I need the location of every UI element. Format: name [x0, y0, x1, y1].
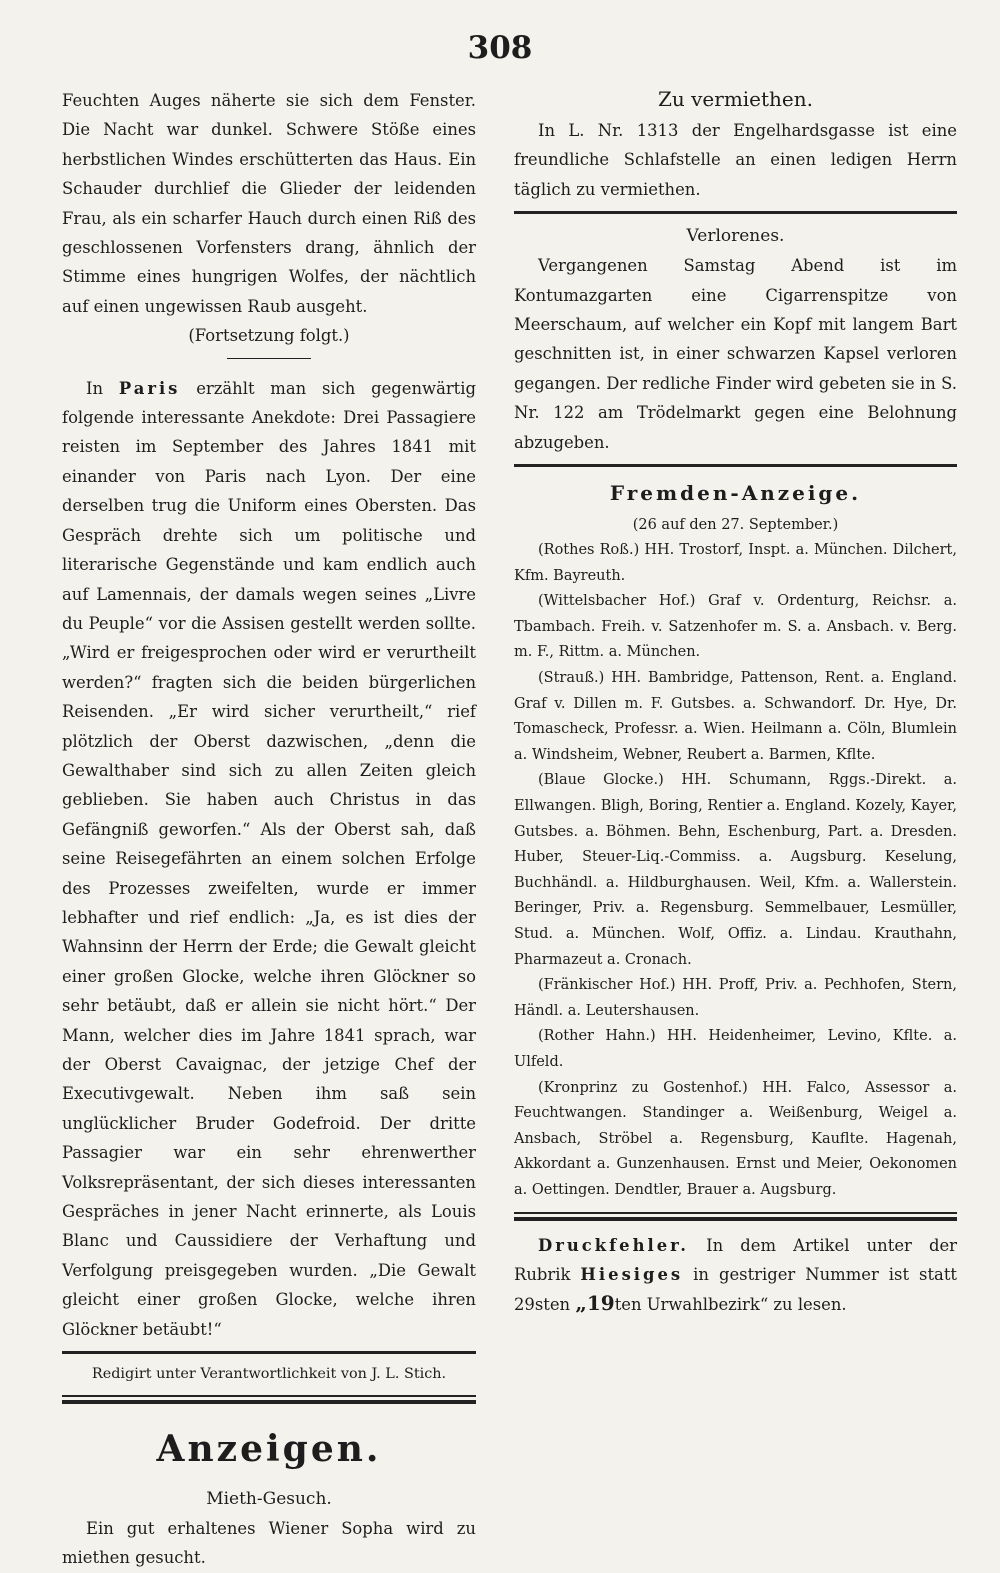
lost-divider: [514, 464, 957, 467]
lost-heading: Verlorenes.: [686, 226, 785, 247]
credit-rule: [62, 1351, 476, 1354]
left-column: [62, 86, 476, 1573]
erratum-divider: [514, 1212, 957, 1221]
strangers-entry: (Rother Hahn.) HH. Heidenheimer, Levino, Kflte. a. Ulfeld.: [514, 1028, 957, 1070]
strangers-entry: (Kronprinz zu Gostenhof.) HH. Falco, Assessor a. Feuchtwangen. Standinger a. Weißenburg, Weigel a. Ansbach, Ströbel a. Regensburg, Kaufltе. Hagenah, Akkordant a. Gunzenhausen. Ernst und Meier, Oekonomen a. Oettingen. Dendtler, Brauer a. Augsburg.: [514, 1079, 957, 1198]
strangers-entry: (Wittelsbacher Hof.) Graf v. Ordenturg, Reichsr. a. Tbambach. Freih. v. Satzenhofer m. S. a. Ansbach. v. Berg. m. F., Rittm. a. München.: [514, 593, 957, 661]
erratum-text-2: in gestriger Nummer ist statt 29sten: [514, 1264, 957, 1315]
anecdote-article: [62, 374, 476, 1344]
editor-credit: Redigirt unter Verantwortlichkeit von J. L. Stich.: [91, 1366, 447, 1383]
ads-heading: Anzeigen.: [156, 1428, 382, 1471]
story-ending: Feuchten Auges näherte sie sich dem Fenster. Die Nacht war dunkel. Schwere Stöße eines herbstlichen Windes erschütterten das Haus. Ein Schauder durchlief die Glieder der leidenden Frau, als ein scharfer Hauch durch einen Riß des geschlossenen Vorfensters drang, ähnlich der Stimme eines hungrigen Wolfes, der nächtlich auf einen ungewissen Raub ausgeht.: [62, 91, 476, 316]
right-column: [514, 86, 957, 1320]
erratum-notice: [514, 1231, 957, 1320]
strangers-entry: (Rothes Roß.) HH. Trostorf, Inspt. a. München. Dilchert, Kfm. Bayreuth.: [514, 542, 957, 584]
strangers-entry: (Blaue Glocke.) HH. Schumann, Rggs.-Direkt. a. Ellwangen. Bligh, Boring, Rentier a. England. Kozely, Kayer, Gutsbes. a. Böhmen. Behn, Eschenburg, Part. a. Dresden. Huber, Steuer-Liq.-Commiss. a. Augsburg. Keselung, Buchhändl. a. Hildburghausen. Weil, Kfm. a. Wallerstein. Beringer, Priv. a. Regensburg. Semmelbauer, Lesmüller, Stud. a. München. Wolf, Offiz. a. Lindau. Krauthahn, Pharmazeut a. Cronach.: [514, 772, 957, 968]
short-divider: [227, 358, 311, 359]
erratum-text-3: ten Urwahlbezirk“ zu lesen.: [614, 1295, 847, 1315]
strangers-date: (26 auf den 27. September.): [632, 517, 839, 534]
erratum-label: Druckfehler.: [538, 1235, 689, 1255]
strangers-entry: (Strauß.) HH. Bambridge, Pattenson, Rent. a. England. Graf v. Dillen m. F. Gutsbes. a. Schwandorf. Dr. Hye, Dr. Tomascheck, Professr. a. Wien. Heilmann a. Cöln, Blumlein a. Windsheim, Webner, Reubert a. Barmen, Kflte.: [514, 670, 957, 763]
erratum-text-1: In dem Artikel unter der Rubrik: [514, 1235, 957, 1284]
anecdote-text: erzählt man sich gegenwärtig folgende interessante Anekdote: Drei Passagiere reisten im September des Jahres 1841 mit einander von Paris nach Lyon. Der eine derselben trug die Uniform eines Obersten. Das Gespräch drehte sich um politische und literarische Gegenstände und kam endlich auch auf Lamennais, der damals wegen seines „Livre du Peuple“ vor die Assisen gestellt werden sollte. „Wird er freigesprochen oder wird er verurtheilt werden?“ fragten sich die beiden bürgerlichen Reisenden. „Er wird sicher verurtheilt,“ rief plötzlich der Oberst dazwischen, „denn die Gewalthaber sind sich zu allen Zeiten gleich geblieben. Sie haben auch Christus in das Gefängniß geworfen.“ Als der Oberst sah, daß seine Reisegefährten an einem solchen Erfolge des Prozesses zweifelten, wurde er immer lebhafter und rief endlich: „Ja, es ist dies der Wahnsinn der Herrn der Erde; die Gewalt gleicht einer großen Glocke, welche ihren Glöckner so sehr betäubt, daß er allein sie nicht hört.“ Der Mann, welcher dies im Jahre 1841 sprach, war der Oberst Cavaignac, der jetzige Chef der Executivgewalt. Neben ihm saß sein unglücklicher Bruder Godefroid. Der dritte Passagier war ein sehr ehrenwerther Volksrepräsentant, der sich dieses interessanten Gespräches in jener Nacht erinnerte, als Louis Blanc und Caussidiere der Verhaftung und Verfolgung preisgegeben wurden. „Die Gewalt gleicht einer großen Glocke, welche ihren Glöckner betäubt!“: [62, 378, 476, 1339]
strangers-entry: (Fränkischer Hof.) HH. Proff, Priv. a. Pechhofen, Stern, Händl. a. Leutershausen.: [514, 977, 957, 1019]
continuation-note: (Fortsetzung folgt.): [188, 326, 350, 346]
rent-wanted-text: Ein gut erhaltenes Wiener Sopha wird zu miethen gesucht.: [62, 1519, 476, 1568]
to-let-heading: Zu vermiethen.: [657, 87, 814, 111]
anecdote-intro: In: [86, 378, 104, 398]
to-let-text: In L. Nr. 1313 der Engelhardsgasse ist eine freundliche Schlafstelle an einen ledigen Herrn täglich zu vermiethen.: [514, 121, 957, 199]
ads-divider: [62, 1395, 476, 1404]
strangers-heading: Fremden-Anzeige.: [609, 481, 862, 506]
anecdote-place: Paris: [118, 378, 181, 398]
strangers-list: [514, 538, 957, 1203]
erratum-rubric: Hiesiges: [580, 1264, 684, 1284]
erratum-number: „19: [575, 1291, 615, 1316]
lost-text: Vergangenen Samstag Abend ist im Kontumazgarten eine Cigarrenspitze von Meerschaum, auf welcher ein Kopf mit langem Bart geschnitten ist, in einer schwarzen Kapsel verloren gegangen. Der redliche Finder wird gebeten sie in S. Nr. 122 am Trödelmarkt gegen eine Belohnung abzugeben.: [514, 256, 957, 452]
to-let-divider: [514, 211, 957, 214]
page-number: 308: [467, 30, 533, 66]
rent-wanted-heading: Mieth-Gesuch.: [206, 1489, 332, 1510]
